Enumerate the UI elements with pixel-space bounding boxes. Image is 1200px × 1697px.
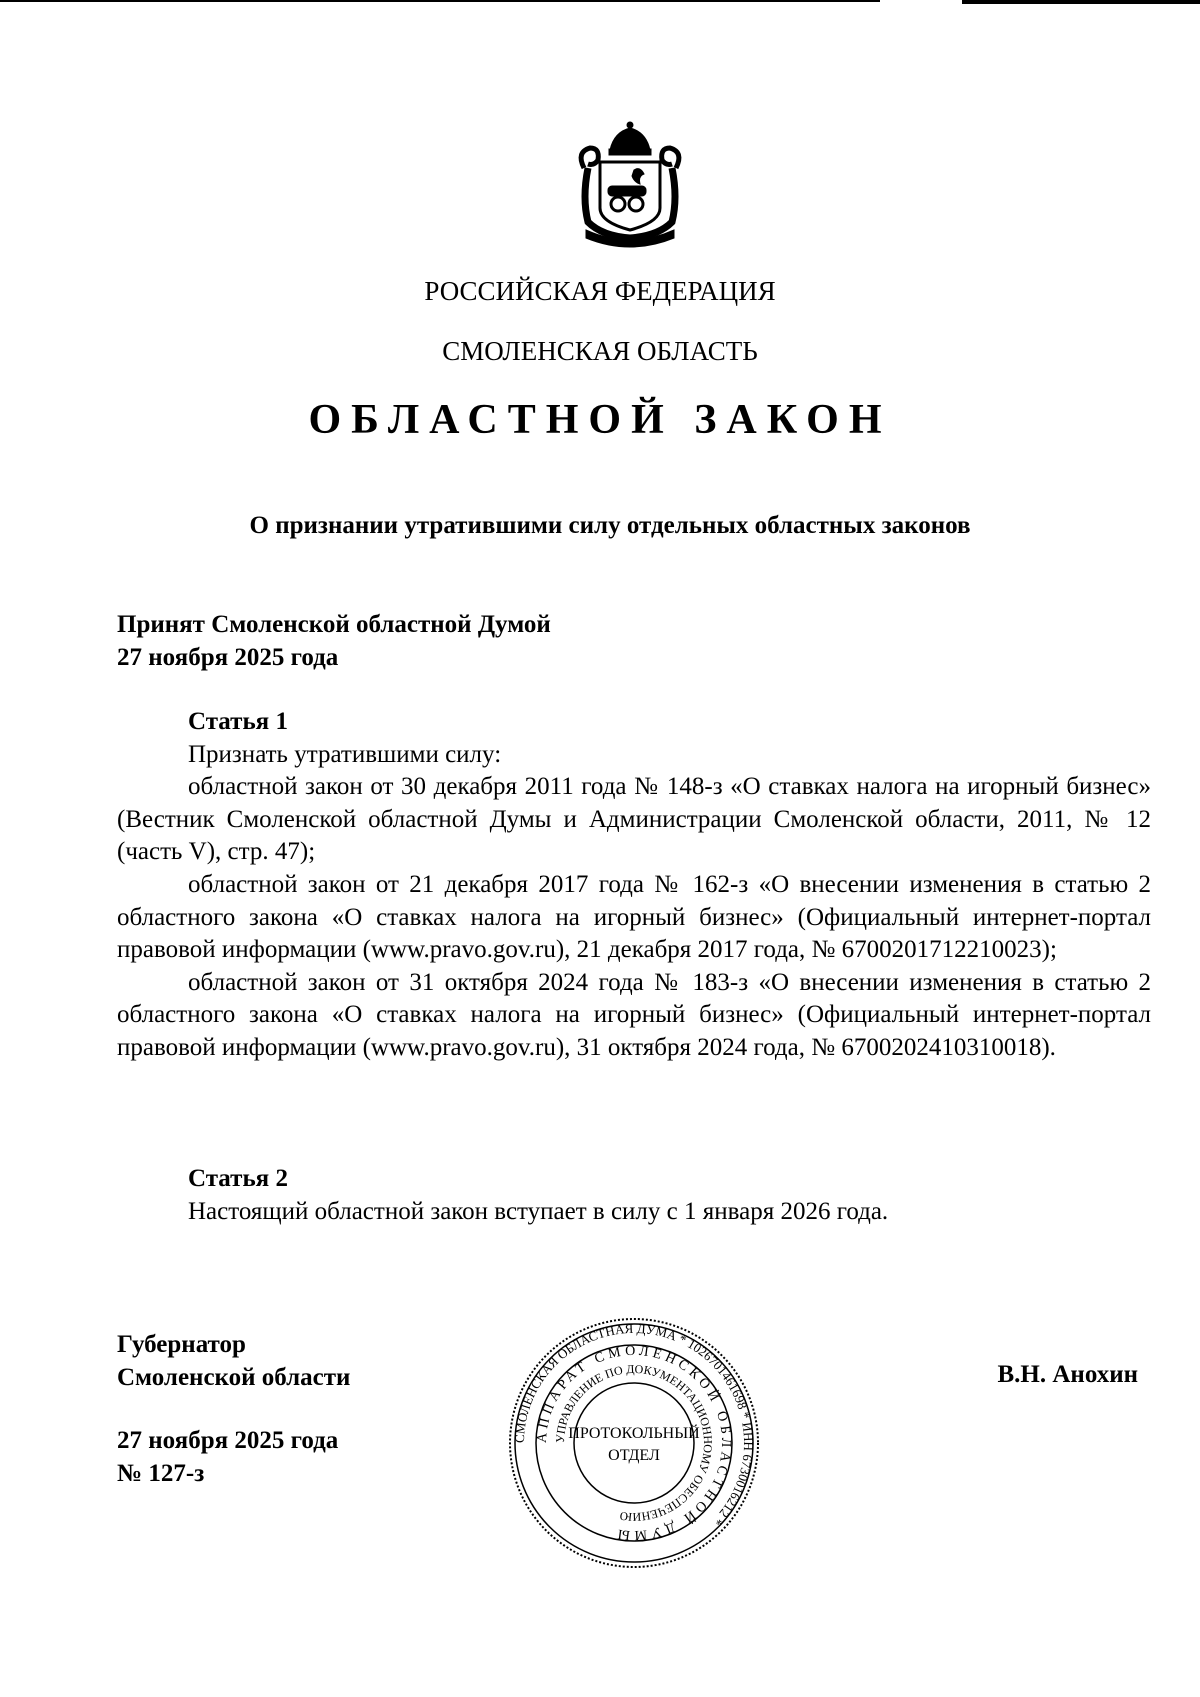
position-line: Губернатор bbox=[117, 1331, 246, 1358]
stamp-center-line: ОТДЕЛ bbox=[608, 1447, 660, 1464]
country-heading: РОССИЙСКАЯ ФЕДЕРАЦИЯ bbox=[424, 276, 776, 306]
stamp-third-text: УПРАВЛЕНИЕ ПО ДОКУМЕНТАЦИОННОМУ ОБЕСПЕЧЕНИЮ bbox=[552, 1361, 716, 1525]
article-1-item: областной закон от 21 декабря 2017 года № 162-з «О внесении изменения в статью 2 областного закона «О ставках налога на игорный бизнес» (Официальный интернет-портал правовой информации (www.pravo.gov.ru), 21 декабря 2017 года, № 6700201712210023); bbox=[117, 870, 1151, 964]
official-stamp bbox=[506, 1315, 762, 1571]
region-heading: СМОЛЕНСКАЯ ОБЛАСТЬ bbox=[442, 336, 758, 366]
law-title: О признании утратившими силу отдельных областных законов bbox=[249, 512, 971, 539]
stamp-outer-text: СМОЛЕНСКАЯ ОБЛАСТНАЯ ДУМА * 1026701461698 * ИНН 6730016212 * bbox=[511, 1320, 757, 1529]
adoption-date: 27 ноября 2025 года bbox=[117, 644, 339, 671]
signing-info bbox=[117, 1424, 338, 1490]
article-1-item: областной закон от 31 октября 2024 года № 183-з «О внесении изменения в статью 2 областного закона «О ставках налога на игорный бизнес» (Официальный интернет-портал правовой информации (www.pravo.gov.ru), 31 октября 2024 года, № 6700202410310018). bbox=[117, 968, 1151, 1061]
article-2 bbox=[117, 1163, 1151, 1228]
article-1-intro: Признать утратившими силу: bbox=[188, 740, 502, 768]
stamp-center-line: ПРОТОКОЛЬНЫЙ bbox=[568, 1425, 700, 1442]
article-2-text: Настоящий областной закон вступает в силу с 1 января 2026 года. bbox=[188, 1197, 889, 1225]
article-1 bbox=[117, 706, 1151, 1065]
article-1-heading: Статья 1 bbox=[188, 708, 288, 735]
stamp-inner-text: АППАРАТ СМОЛЕНСКОЙ ОБЛАСТНОЙ ДУМЫ bbox=[534, 1343, 734, 1543]
position-line: Смоленской области bbox=[117, 1363, 351, 1391]
article-2-heading: Статья 2 bbox=[188, 1165, 288, 1192]
adoption-body: Принят Смоленской областной Думой bbox=[117, 611, 551, 638]
law-number: № 127-з bbox=[117, 1460, 205, 1487]
document-type-heading: ОБЛАСТНОЙ ЗАКОН bbox=[308, 397, 892, 443]
signatory-position bbox=[117, 1329, 350, 1394]
signing-date: 27 ноября 2025 года bbox=[117, 1427, 339, 1454]
signatory-name: В.Н. Анохин bbox=[997, 1361, 1138, 1388]
adoption-info bbox=[117, 608, 551, 674]
scan-edge bbox=[0, 0, 1200, 4]
article-1-item: областной закон от 30 декабря 2011 года № 148-з «О ставках налога на игорный бизнес» (Вестник Смоленской областной Думы и Администрации Смоленской области, 2011, № 12 (часть V), стр. 47); bbox=[117, 773, 1151, 866]
coat-of-arms-icon bbox=[574, 118, 686, 248]
